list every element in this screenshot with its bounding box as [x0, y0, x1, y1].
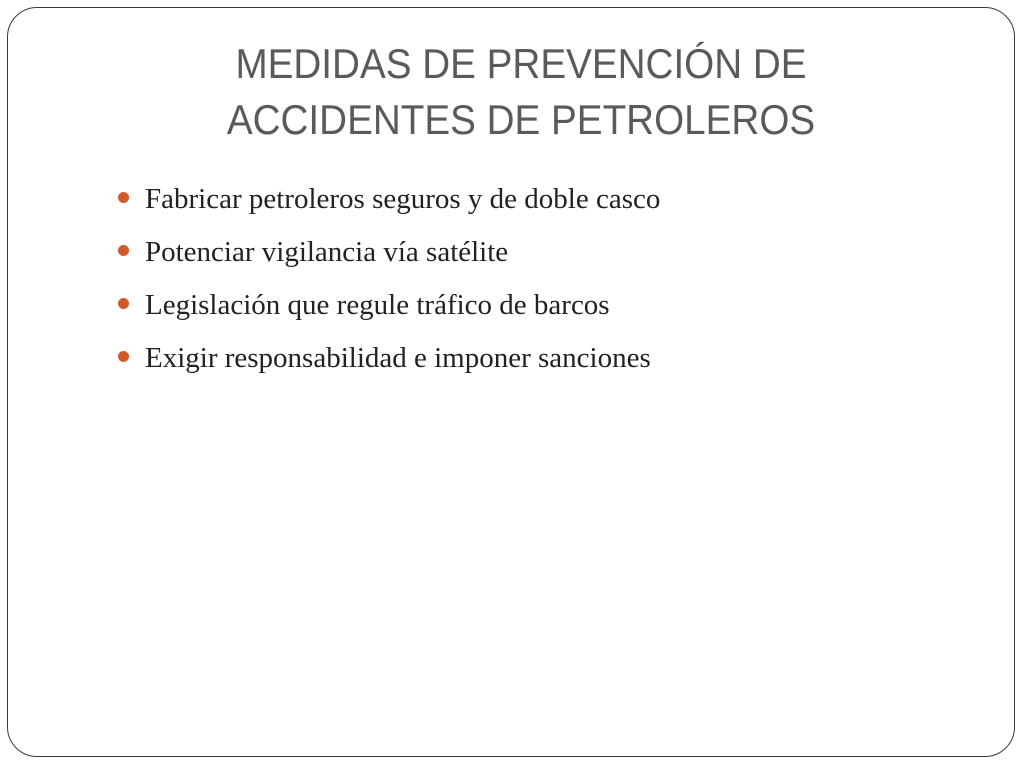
slide-frame: [7, 7, 1015, 757]
list-item: [118, 226, 660, 279]
bullet-dot-icon: [118, 192, 129, 203]
list-item: [118, 279, 660, 332]
bullet-text: Fabricar petroleros seguros y de doble casco: [145, 183, 661, 215]
bullet-list: [118, 173, 660, 385]
bullet-text: Exigir responsabilidad e imponer sanciones: [145, 342, 651, 374]
bullet-text: Potenciar vigilancia vía satélite: [145, 236, 509, 268]
list-item: [118, 173, 660, 226]
bullet-dot-icon: [118, 298, 129, 309]
bullet-dot-icon: [118, 351, 129, 362]
slide-title-line-1: MEDIDAS DE PREVENCIÓN DE: [235, 40, 807, 87]
bullet-dot-icon: [118, 245, 129, 256]
slide-title-line-2: ACCIDENTES DE PETROLEROS: [226, 96, 816, 143]
list-item: [118, 332, 660, 385]
slide-title: [27, 36, 1015, 148]
bullet-text: Legislación que regule tráfico de barcos: [145, 289, 610, 321]
